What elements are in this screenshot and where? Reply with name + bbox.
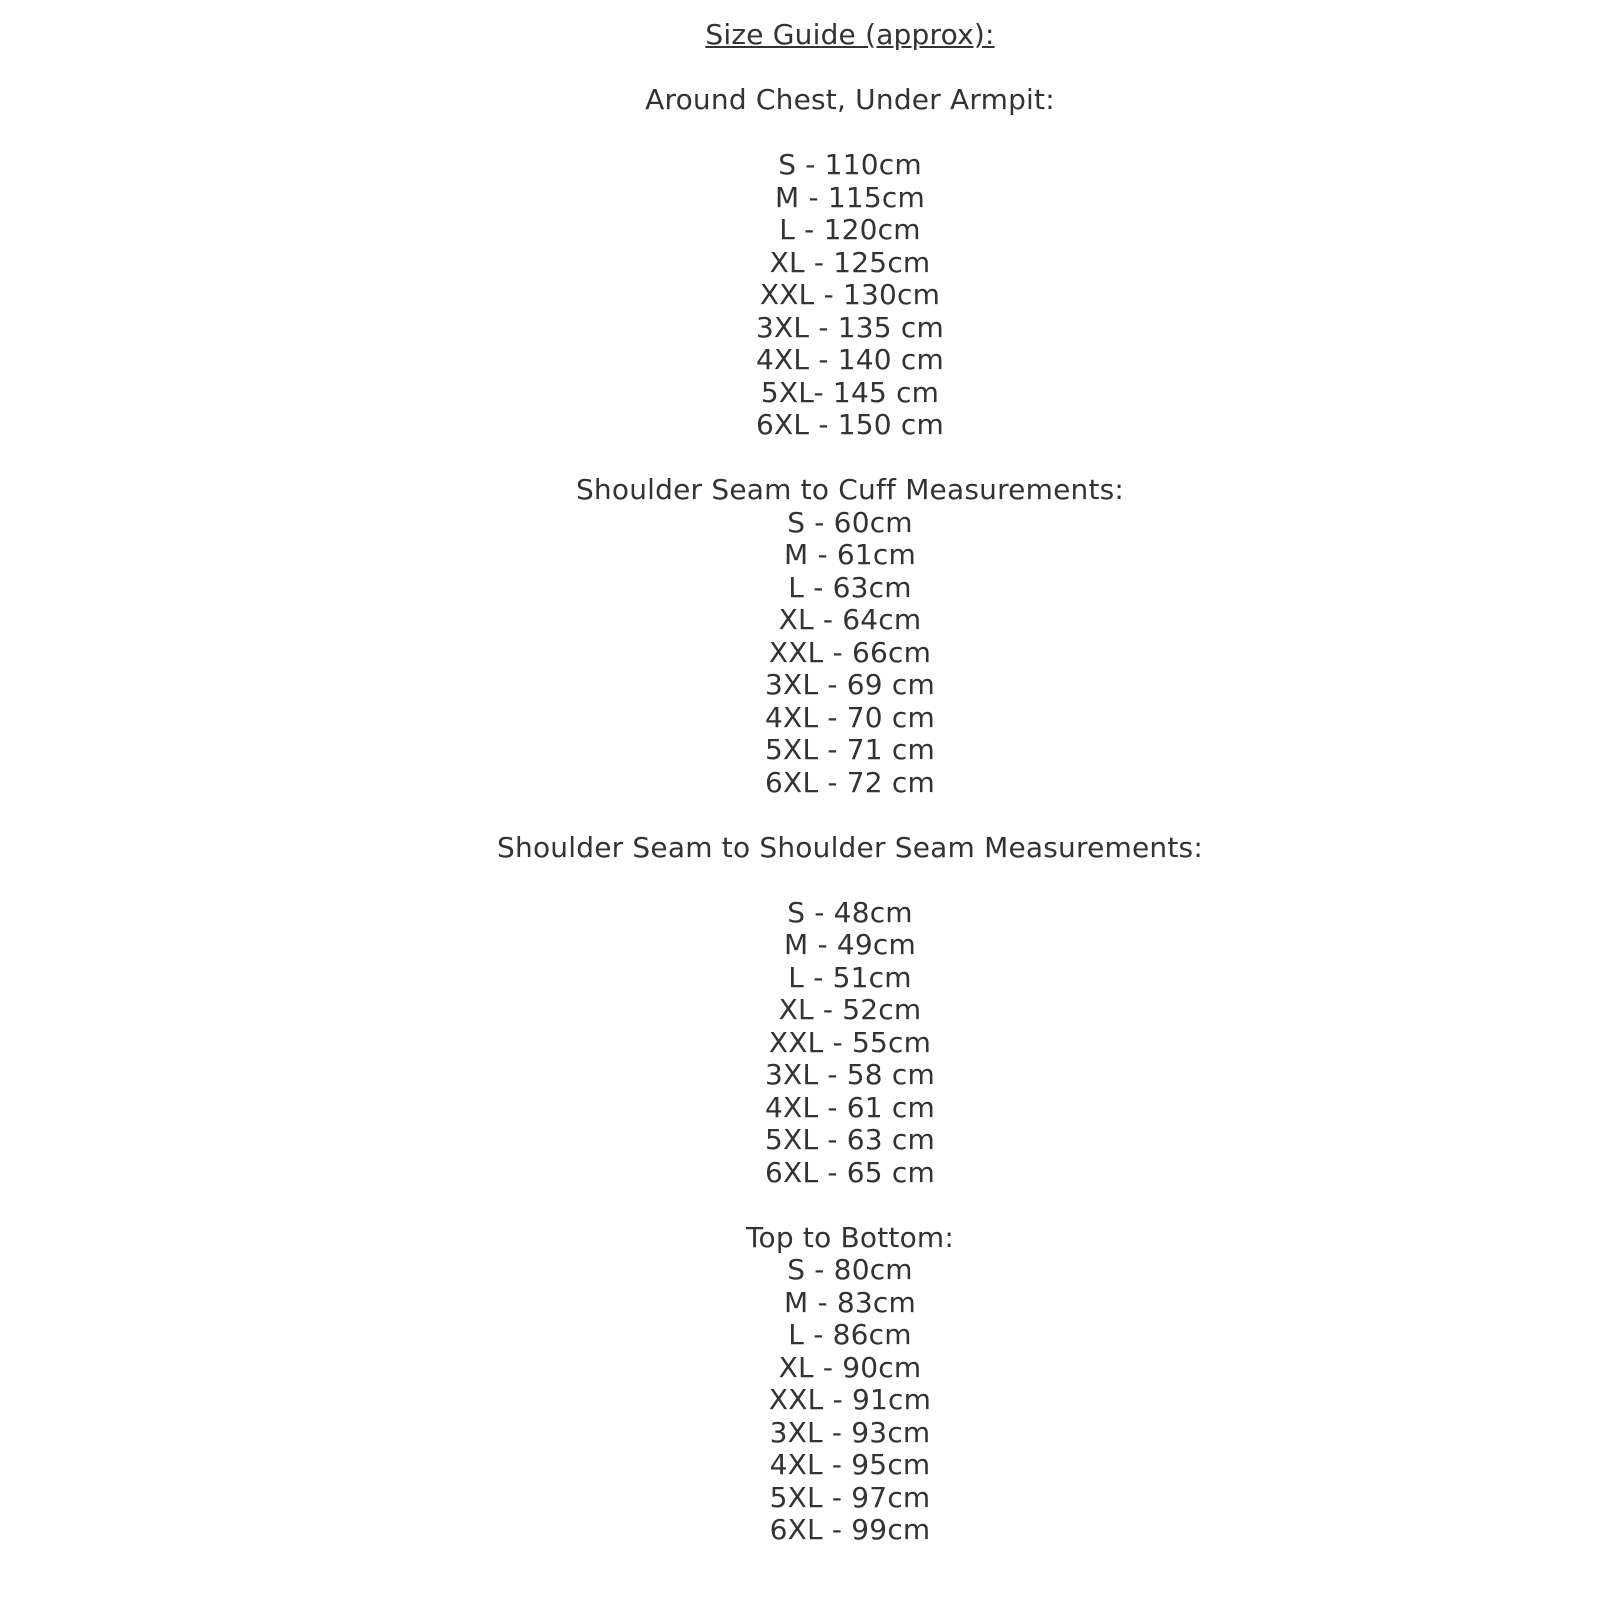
measurement-row: M - 83cm [784,1285,916,1319]
measurement-row: 4XL - 95cm [769,1448,931,1481]
measurement-row: 3XL - 93cm [769,1415,931,1449]
measurement-row: XL - 125cm [769,245,931,279]
measurement-row: M - 115cm [775,180,925,214]
measurement-row: 4XL - 140 cm [756,343,944,376]
measurement-row: 5XL- 145 cm [760,375,940,409]
section-heading-chest: Around Chest, Under Armpit: [645,83,1055,116]
section-heading-shoulder: Shoulder Seam to Shoulder Seam Measurements: [497,830,1203,864]
measurement-row: XL - 64cm [778,603,922,636]
section-cuff [100,474,1600,799]
measurement-row: 3XL - 135 cm [756,310,944,344]
measurement-row: L - 120cm [779,213,921,246]
section-chest [100,84,1600,442]
measurement-row: 6XL - 72 cm [765,765,935,799]
measurement-row: L - 51cm [788,960,912,994]
measurement-row: L - 63cm [788,570,912,604]
page-title: Size Guide (approx): [705,18,995,51]
measurement-row: 5XL - 63 cm [765,1123,935,1156]
measurement-row: 4XL - 70 cm [765,700,935,734]
measurement-row: XXL - 130cm [759,278,941,311]
measurement-row: 3XL - 69 cm [765,668,935,701]
section-heading-length: Top to Bottom: [745,1220,955,1254]
measurement-row: M - 49cm [784,928,916,961]
measurement-row: S - 48cm [787,895,913,929]
measurement-row: S - 60cm [787,505,913,539]
section-heading-cuff: Shoulder Seam to Cuff Measurements: [575,473,1125,506]
measurement-row: S - 110cm [778,148,922,181]
measurement-row: XL - 52cm [778,993,922,1026]
measurement-row: L - 86cm [788,1318,912,1351]
measurement-row: 6XL - 150 cm [756,408,944,441]
measurement-row: 6XL - 65 cm [765,1155,935,1189]
section-length [100,1222,1600,1547]
measurement-row: S - 80cm [787,1253,913,1286]
measurement-row: 5XL - 97cm [769,1480,931,1514]
measurement-row: 4XL - 61 cm [765,1090,935,1124]
measurement-row: 6XL - 99cm [769,1513,931,1546]
section-shoulder [100,832,1600,1190]
measurement-row: 3XL - 58 cm [765,1058,935,1091]
measurement-row: XXL - 66cm [768,635,932,669]
measurement-row: XL - 90cm [778,1350,922,1384]
measurement-row: M - 61cm [784,538,916,571]
measurement-row: 5XL - 71 cm [765,733,935,766]
measurement-row: XXL - 55cm [768,1025,932,1059]
measurement-row: XXL - 91cm [768,1383,932,1416]
